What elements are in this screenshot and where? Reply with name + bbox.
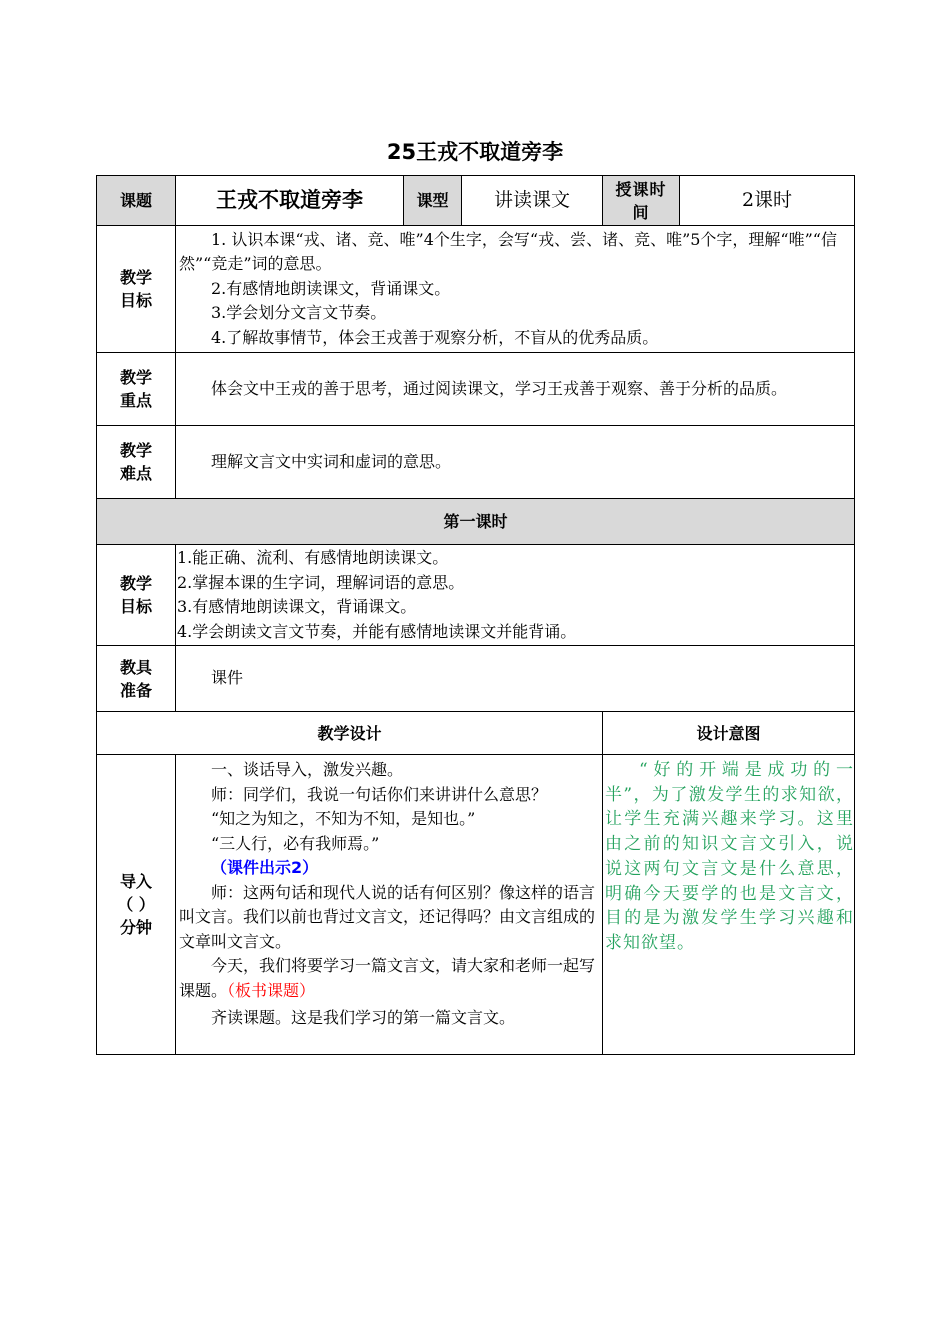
design-line: 齐读课题。这是我们学习的第一篇文言文。 (211, 1008, 516, 1027)
difficulties-row (97, 426, 855, 499)
design-line: “知之为知之，不知为不知，是知也。” (211, 809, 476, 828)
difficulties-label: 教学难点 (97, 426, 176, 499)
phase-label (97, 755, 176, 1055)
lesson1-heading-row (97, 499, 855, 545)
objective-item: 2.有感情地朗读课文，背诵课文。 (211, 278, 451, 298)
intent-text: “好的开端是成功的一半”，为了激发学生的求知欲，让学生充满兴趣来学习。这里由之前的知识文言文引入，说说这两句文言文是什么意思，明确今天要学的也是文言文，目的是为激发学生学习兴趣和求知欲望。 (605, 760, 854, 953)
difficulties-content (176, 426, 855, 499)
design-line: 今天，我们将要学习一篇文言文，请大家和老师一起写课题。（板书课题） (179, 956, 596, 1000)
tools-row (97, 646, 855, 712)
phase-label-minutes: （ ） (117, 895, 155, 914)
tools-value: 课件 (211, 668, 244, 688)
header-row (97, 176, 855, 226)
design-line: “三人行，必有我师焉。” (211, 833, 380, 853)
objective-item: 4.了解故事情节，体会王戎善于观察分析，不盲从的优秀品质。 (211, 327, 659, 347)
time-value: 2课时 (680, 176, 855, 226)
design-header: 教学设计 (97, 712, 603, 755)
design-line: 一、谈话导入，激发兴趣。 (211, 760, 404, 779)
phase-label-unit: 分钟 (119, 918, 152, 937)
lesson1-objective-item: 2.掌握本课的生字词，理解词语的意思。 (177, 572, 465, 592)
courseware-note: （课件出示2） (211, 858, 319, 877)
objectives-label: 教学目标 (97, 226, 176, 353)
lesson1-objectives-row (97, 545, 855, 646)
objectives-content (176, 226, 855, 353)
lesson1-objective-item: 1.能正确、流利、有感情地朗读课文。 (177, 548, 449, 567)
lesson1-objective-item: 3.有感情地朗读课文，背诵课文。 (177, 597, 417, 616)
topic-value: 王戎不取道旁李 (176, 176, 404, 226)
objectives-row (97, 226, 855, 353)
design-line: 师：这两句话和现代人说的话有何区别？像这样的语言叫文言。我们以前也背过文言文，还记得吗？由文言组成的文章叫文言文。 (179, 882, 596, 951)
objective-item: 1. 认识本课“戎、诸、竞、唯”4个生字，会写“戎、尝、诸、竞、唯”5个字，理解“唯”“信然”“竞走”词的意思。 (179, 229, 837, 274)
design-content (176, 755, 603, 1055)
keypoints-text: 体会文中王戎的善于思考，通过阅读课文，学习王戎善于观察、善于分析的品质。 (211, 378, 788, 398)
design-line (179, 856, 600, 881)
lesson1-objective-item: 4.学会朗读文言文节奏，并能有感情地读课文并能背诵。 (177, 621, 577, 641)
keypoints-content (176, 353, 855, 426)
objective-item: 3.学会划分文言文节奏。 (211, 303, 387, 323)
lesson1-objectives-content (176, 545, 855, 646)
tools-content (176, 646, 855, 712)
intro-phase-row (97, 755, 855, 1055)
keypoints-row (97, 353, 855, 426)
keypoints-label: 教学重点 (97, 353, 176, 426)
lesson-plan-table (96, 175, 855, 1055)
board-note: （板书课题） (227, 980, 316, 1000)
lesson1-objectives-label: 教学目标 (97, 545, 176, 646)
design-line: 师：同学们，我说一句话你们来讲讲什么意思？ (211, 784, 548, 804)
intent-header: 设计意图 (603, 712, 855, 755)
type-label: 课型 (404, 176, 462, 226)
intent-content (603, 755, 855, 1055)
document-title: 25王戎不取道旁李 (386, 140, 564, 164)
time-label: 授课时间 (603, 176, 680, 226)
difficulties-text: 理解文言文中实词和虚词的意思。 (211, 451, 452, 471)
phase-label-name: 导入 (119, 872, 152, 891)
design-header-row (97, 712, 855, 755)
type-value: 讲读课文 (462, 176, 603, 226)
lesson1-heading: 第一课时 (97, 499, 855, 545)
topic-label: 课题 (97, 176, 176, 226)
tools-label: 教具准备 (97, 646, 176, 712)
